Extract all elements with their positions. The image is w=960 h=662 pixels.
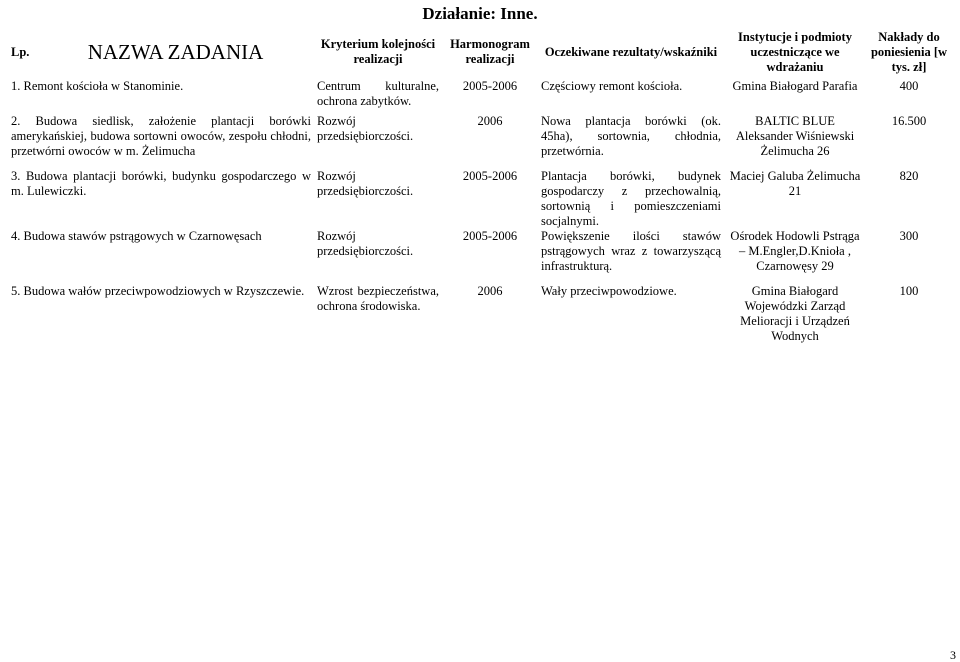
task-criterion: Rozwój przedsiębiorczości. <box>317 169 414 198</box>
task-criterion: Wzrost bezpieczeństwa, ochrona środowiska. <box>317 284 439 313</box>
page-number: 3 <box>950 648 956 662</box>
task-name: 5. Budowa wałów przeciwpowodziowych w Rzyszczewie. <box>11 284 305 298</box>
header-lp: Lp. <box>11 44 30 59</box>
task-criterion: Rozwój przedsiębiorczości. <box>317 229 414 258</box>
task-criterion: Rozwój przedsiębiorczości. <box>317 114 414 143</box>
task-costs: 16.500 <box>891 114 927 128</box>
task-costs: 400 <box>899 79 919 93</box>
task-schedule: 2005-2006 <box>462 229 518 243</box>
task-criterion: Centrum kulturalne, ochrona zabytków. <box>317 79 439 108</box>
header-criterion: Kryterium kolejności realizacji <box>320 37 436 66</box>
task-schedule: 2006 <box>477 114 503 128</box>
header-schedule: Harmonogram realizacji <box>450 37 530 66</box>
task-name: 3. Budowa plantacji borówki, budynku gospodarczego w m. Lulewiczki. <box>11 169 311 198</box>
task-institutions: Gmina Białogard Wojewódzki Zarząd Melioracji i Urządzeń Wodnych <box>740 284 850 343</box>
task-schedule: 2006 <box>477 284 503 298</box>
header-expected-results: Oczekiwane rezultaty/wskaźniki <box>544 44 718 59</box>
table-row <box>9 169 952 229</box>
table-row <box>9 79 952 114</box>
task-costs: 100 <box>899 284 919 298</box>
task-institutions: Gmina Białogard Parafia <box>732 79 858 93</box>
task-costs: 300 <box>899 229 919 243</box>
header-costs: Nakłady do poniesienia [w tys. zł] <box>870 29 948 74</box>
task-expected-results: Częściowy remont kościoła. <box>541 79 683 93</box>
header-institutions: Instytucje i podmioty uczestniczące we wdrażaniu <box>738 29 852 74</box>
task-expected-results: Powiększenie ilości stawów pstrągowych wraz z towarzyszącą infrastrukturą. <box>541 229 721 273</box>
table-row <box>9 284 952 344</box>
section-heading: Działanie: Inne. <box>422 4 538 23</box>
task-expected-results: Nowa plantacja borówki (ok. 45ha), sortownia, chłodnia, przetwórnia. <box>541 114 721 158</box>
table-row <box>9 229 952 284</box>
task-institutions: Ośrodek Hodowli Pstrąga – M.Engler,D.Knioła , Czarnowęsy 29 <box>730 229 860 273</box>
header-task-name: NAZWA ZADANIA <box>87 40 264 64</box>
task-schedule: 2005-2006 <box>462 169 518 183</box>
task-name: 4. Budowa stawów pstrągowych w Czarnowęsach <box>11 229 262 243</box>
tasks-table <box>9 23 952 344</box>
task-name: 1. Remont kościoła w Stanominie. <box>11 79 184 93</box>
table-row <box>9 114 952 169</box>
task-schedule: 2005-2006 <box>462 79 518 93</box>
task-expected-results: Wały przeciwpowodziowe. <box>541 284 677 298</box>
task-costs: 820 <box>899 169 919 183</box>
header-row <box>9 23 952 79</box>
task-institutions: Maciej Galuba Żelimucha 21 <box>729 169 861 198</box>
task-name: 2. Budowa siedlisk, założenie plantacji borówki amerykańskiej, budowa sortowni owoców, zespołu chłodni, przetwórni owoców w m. Żelimucha <box>11 114 311 158</box>
task-institutions: BALTIC BLUE Aleksander Wiśniewski Żelimucha 26 <box>735 114 855 158</box>
task-expected-results: Plantacja borówki, budynek gospodarczy z przechowalnią, sortownią i pomieszczeniami socjalnymi. <box>541 169 721 228</box>
